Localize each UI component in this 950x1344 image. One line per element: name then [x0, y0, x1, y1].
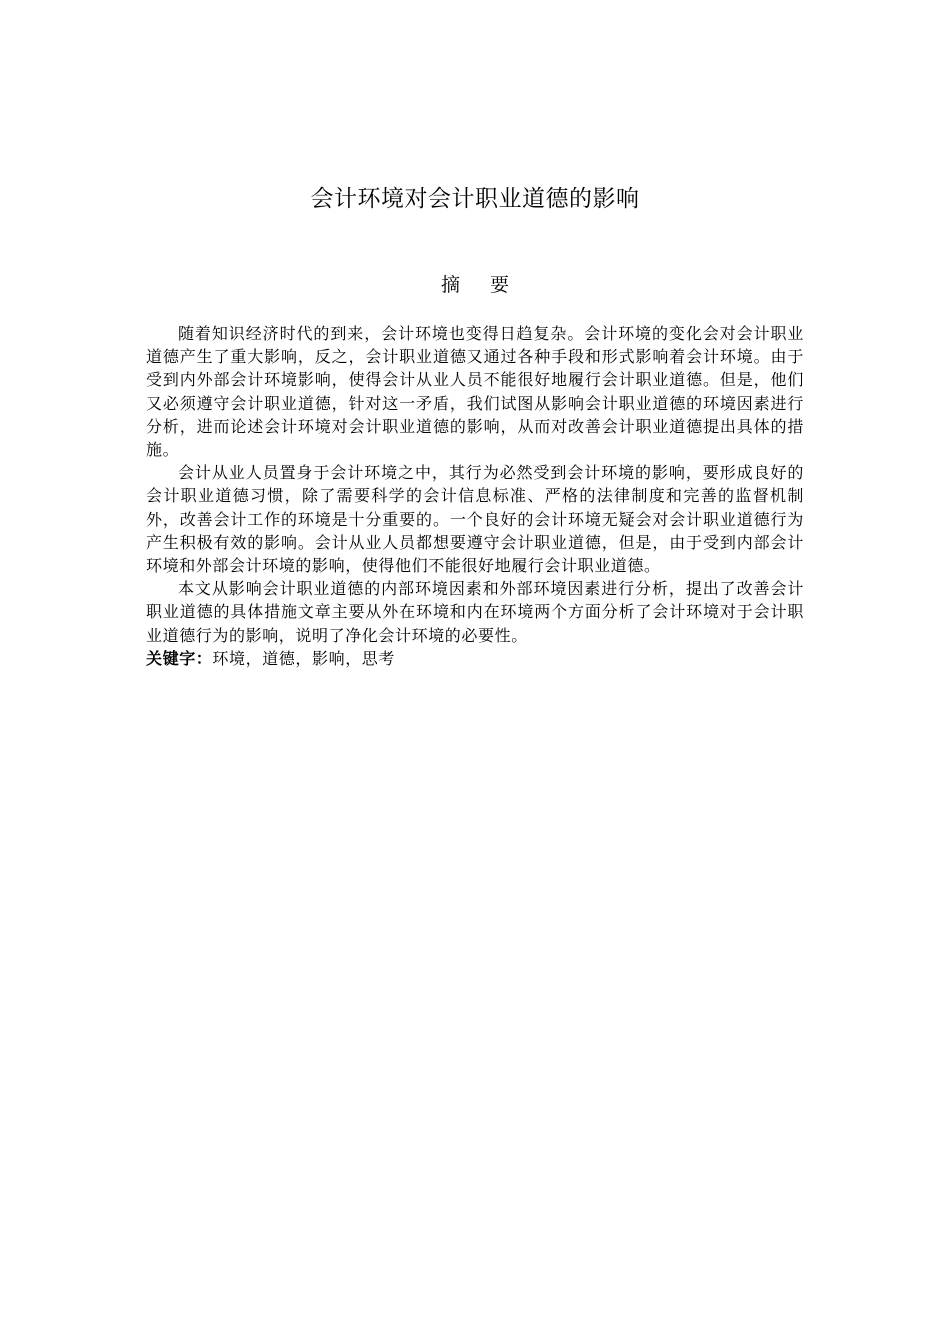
abstract-body [146, 322, 804, 670]
document-title: 会计环境对会计职业道德的影响 [310, 186, 640, 212]
abstract-heading: 摘 要 [440, 274, 522, 296]
keywords-label: 关键字： [146, 648, 213, 668]
abstract-paragraph-3: 本文从影响会计职业道德的内部环境因素和外部环境因素进行分析，提出了改善会计职业道德的具体措施文章主要从外在环境和内在环境两个方面分析了会计环境对于会计职业道德行为的影响，说明了净化会计环境的必要性。 [146, 579, 804, 645]
keywords-value: 环境，道德，影响，思考 [212, 648, 396, 668]
keywords-line [146, 647, 804, 670]
abstract-paragraph-1: 随着知识经济时代的到来，会计环境也变得日趋复杂。会计环境的变化会对会计职业道德产生了重大影响，反之，会计职业道德又通过各种手段和形式影响着会计环境。由于受到内外部会计环境影响，使得会计从业人员不能很好地履行会计职业道德。但是，他们又必须遵守会计职业道德，针对这一矛盾，我们试图从影响会计职业道德的环境因素进行分析，进而论述会计环境对会计职业道德的影响，从而对改善会计职业道德提出具体的措施。 [146, 324, 804, 460]
abstract-paragraph-2: 会计从业人员置身于会计环境之中，其行为必然受到会计环境的影响，要形成良好的会计职业道德习惯，除了需要科学的会计信息标准、严格的法律制度和完善的监督机制外，改善会计工作的环境是十分重要的。一个良好的会计环境无疑会对会计职业道德行为产生积极有效的影响。会计从业人员都想要遵守会计职业道德，但是，由于受到内部会计环境和外部会计环境的影响，使得他们不能很好地履行会计职业道德。 [146, 463, 804, 576]
